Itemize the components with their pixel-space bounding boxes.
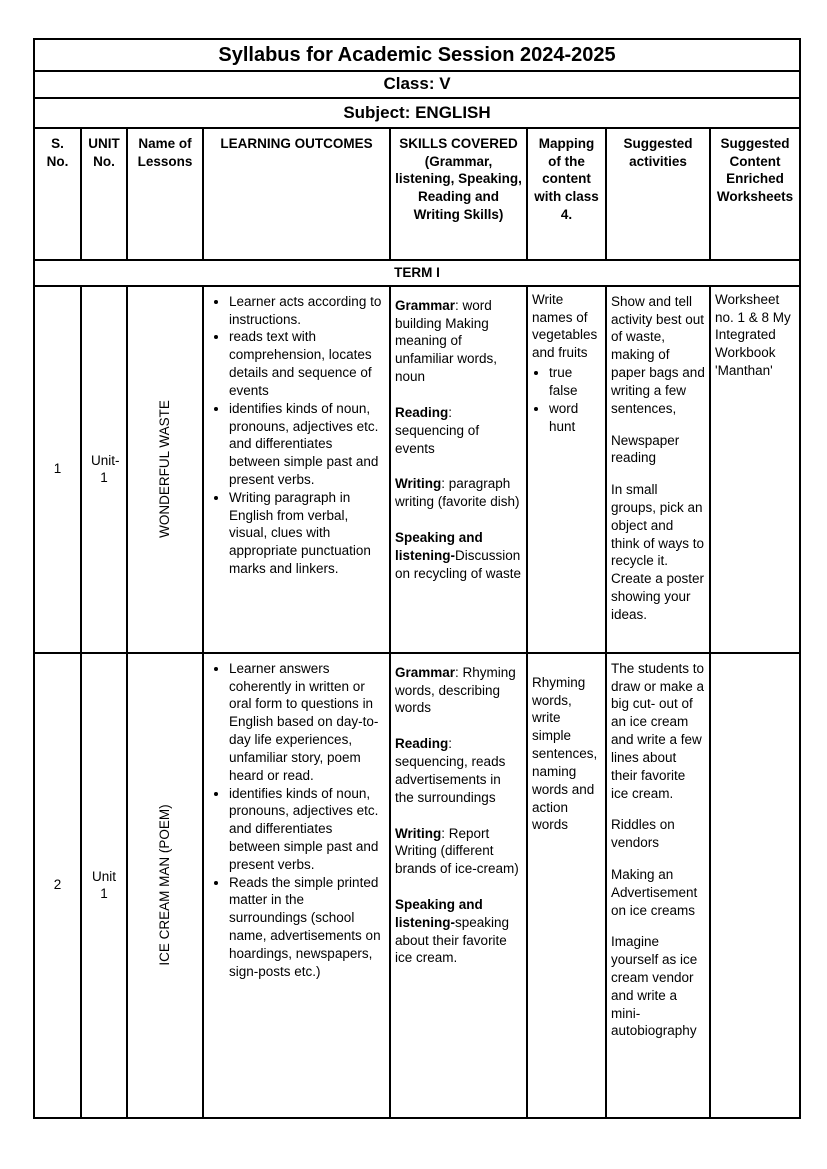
- col-header-s-no: S. No.: [34, 128, 81, 260]
- mapping-intro: Write names of vegetables and fruits: [532, 291, 598, 361]
- col-header-skills-covered: SKILLS COVERED (Grammar, listening, Speaking, Reading and Writing Skills): [390, 128, 527, 260]
- worksheet-text: Worksheet no. 1 & 8 My Integrated Workbook 'Manthan': [715, 291, 791, 379]
- outcome-item: • identifies kinds of noun, pronouns, adjectives etc. and differentiates between simple past and present verbs.: [229, 785, 385, 874]
- doc-title: Syllabus for Academic Session 2024-2025: [34, 39, 800, 71]
- activity-paragraph: The students to draw or make a big cut- out of an ice cream and write a few lines about their favorite ice cream.: [611, 660, 705, 801]
- cell-s-no: 1: [34, 286, 81, 653]
- col-header-unit-no: UNIT No.: [81, 128, 127, 260]
- table-row: [34, 286, 800, 653]
- cell-worksheets: [710, 286, 800, 653]
- cell-lesson-name: [127, 286, 203, 653]
- activity-paragraph: In small groups, pick an object and think of ways to recycle it. Create a poster showing your ideas.: [611, 482, 705, 622]
- cell-learning-outcomes: [203, 653, 390, 1118]
- cell-suggested-activities: [606, 286, 710, 653]
- col-header-learning-outcomes: LEARNING OUTCOMES: [203, 128, 390, 260]
- outcome-item: • Learner acts according to instructions.: [229, 293, 385, 329]
- outcome-item: • reads text with comprehension, locates details and sequence of events: [229, 328, 385, 399]
- skills-section-grammar: Grammar: word building Making meaning of unfamiliar words, noun: [395, 297, 498, 385]
- col-header-mapping: Mapping of the content with class 4.: [527, 128, 606, 260]
- cell-mapping: [527, 653, 606, 1118]
- skills-section-speaking: Speaking and listening-speaking about their favorite ice cream.: [395, 896, 510, 966]
- col-header-worksheets: Suggested Content Enriched Worksheets: [710, 128, 800, 260]
- skills-section-grammar: Grammar: Rhyming words, describing words: [395, 664, 516, 716]
- skills-section-reading: Reading: sequencing, reads advertisements in the surroundings: [395, 736, 506, 805]
- activity-paragraph: Show and tell activity best out of waste, making of paper bags and writing a few sentences,: [611, 293, 705, 416]
- cell-mapping: [527, 286, 606, 653]
- skills-section-writing: Writing: paragraph writing (favorite dish): [395, 476, 520, 510]
- syllabus-document: [33, 38, 799, 1119]
- subject-line: Subject: ENGLISH: [34, 98, 800, 128]
- mapping-item: • true false: [549, 364, 601, 400]
- cell-skills-covered: [390, 286, 527, 653]
- activity-paragraph: Imagine yourself as ice cream vendor and write a mini-autobiography: [611, 934, 698, 1039]
- skills-section-speaking: Speaking and listening-Discussion on recycling of waste: [395, 529, 522, 581]
- table-row: [34, 653, 800, 1118]
- cell-unit-no: Unit 1: [81, 653, 127, 1118]
- cell-skills-covered: [390, 653, 527, 1118]
- mapping-item: • word hunt: [549, 400, 601, 436]
- outcome-item: • Writing paragraph in English from verbal, visual, clues with appropriate punctuation marks and linkers.: [229, 489, 385, 578]
- outcome-item: • Reads the simple printed matter in the surroundings (school name, advertisements on hoardings, newspapers, sign-posts etc.): [229, 874, 385, 981]
- cell-s-no: 2: [34, 653, 81, 1118]
- activity-paragraph: Riddles on vendors: [611, 817, 675, 851]
- activity-paragraph: Making an Advertisement on ice creams: [611, 866, 698, 918]
- col-header-suggested-activities: Suggested activities: [606, 128, 710, 260]
- col-header-lesson-name: Name of Lessons: [127, 128, 203, 260]
- class-line: Class: V: [34, 71, 800, 97]
- lesson-title-vertical: ICE CREAM MAN (POEM): [157, 804, 173, 966]
- skills-section-reading: Reading: sequencing of events: [395, 404, 480, 456]
- syllabus-table: [33, 38, 801, 1119]
- outcome-item: • identifies kinds of noun, pronouns, adjectives etc. and differentiates between simple past and present verbs.: [229, 400, 385, 489]
- mapping-intro: Rhyming words, write simple sentences, naming words and action words: [532, 674, 598, 833]
- cell-suggested-activities: [606, 653, 710, 1118]
- cell-worksheets: [710, 653, 800, 1118]
- lesson-title-vertical: WONDERFUL WASTE: [157, 400, 173, 539]
- cell-lesson-name: [127, 653, 203, 1118]
- cell-unit-no: Unit-1: [81, 286, 127, 653]
- activity-paragraph: Newspaper reading: [611, 432, 680, 466]
- skills-section-writing: Writing: Report Writing (different brands of ice-cream): [395, 825, 519, 877]
- cell-learning-outcomes: [203, 286, 390, 653]
- outcome-item: • Learner answers coherently in written or oral form to questions in English based on day-to-day life experiences, unfamiliar story, poem heard or read.: [229, 660, 385, 785]
- term-1-label: TERM I: [34, 260, 800, 286]
